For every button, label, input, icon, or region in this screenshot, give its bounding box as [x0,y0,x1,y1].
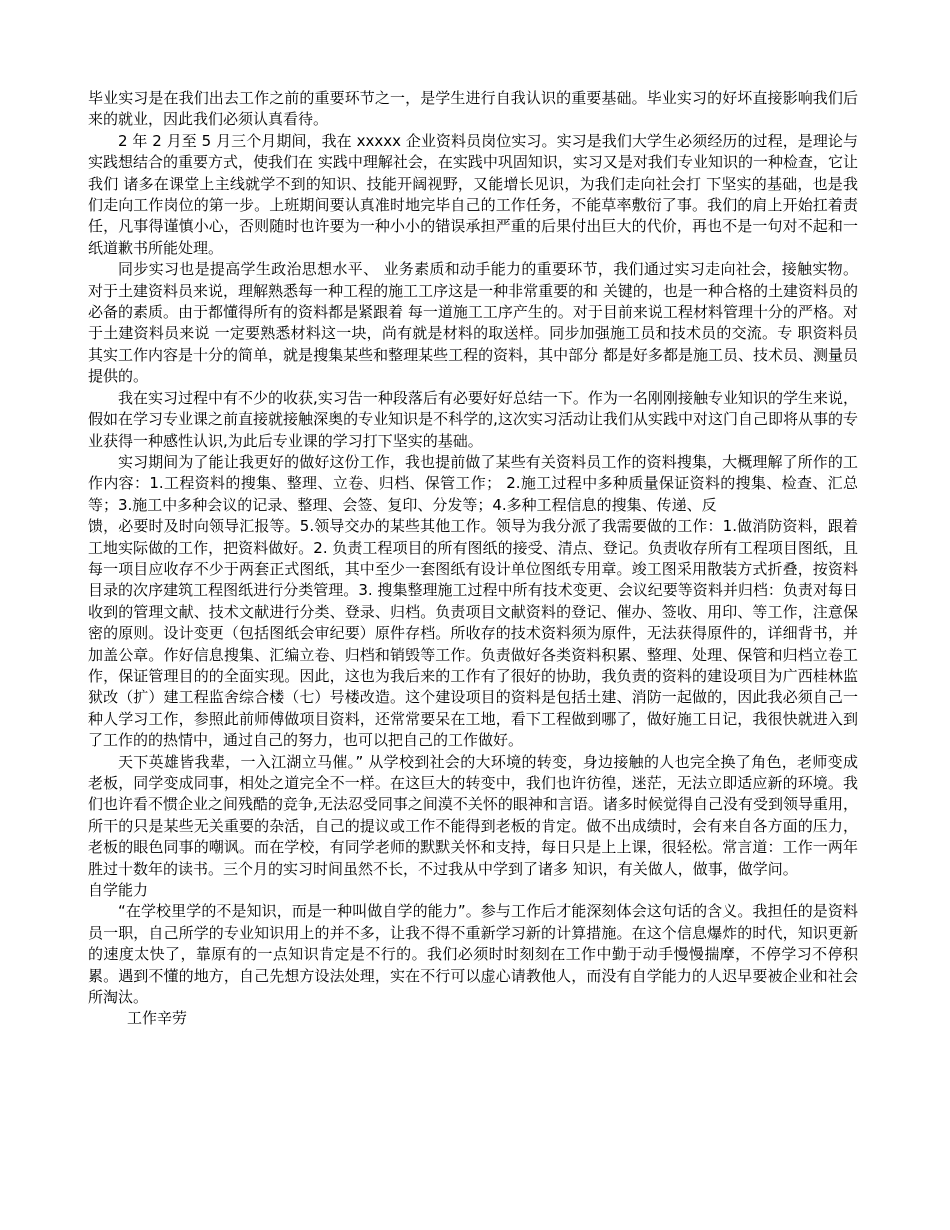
paragraph-work-content: 实习期间为了能让我更好的做好这份工作，我也提前做了某些有关资料员工作的资料搜集，大概理解了所作的工作内容：1.工程资料的搜集、整理、立卷、归档、保管工作； 2.施工过程中多种质量保证资料的搜集、检查、汇总等；3.施工中多种会议的记录、整理、会签、复印、分发等；4.多种工程信息的搜集、传递、反 [88,452,858,514]
paragraph-intro: 毕业实习是在我们出去工作之前的重要环节之一，是学生进行自我认识的重要基础。毕业实习的好坏直接影响我们后来的就业，因此我们必须认真看待。 [88,89,858,129]
document-page [88,88,858,1030]
paragraph-society-transition: 天下英雄皆我辈，一入江湖立马催。” 从学校到社会的大环境的转变，身边接触的人也完全换了角色，老师变成老板，同学变成同事，相处之道完全不一样。在这巨大的转变中，我们也许彷徨，迷茫，无法立即适应新的环境。我们也许看不惯企业之间残酷的竞争,无法忍受同事之间漠不关怀的眼神和言语。诸多时候觉得自己没有受到领导重用，所干的只是某些无关重要的杂活，自己的提议或工作不能得到老板的肯定。做不出成绩时，会有来自各方面的压力，老板的眼色同事的嘲讽。而在学校，有同学老师的默默关怀和支持，每日只是上上课，很轻松。常言道：工作一两年胜过十数年的读书。三个月的实习时间虽然不长，不过我从中学到了诸多 知识，有关做人，做事，做学问。 [88,752,858,878]
heading-hard-work: 工作辛劳 [127,1009,188,1028]
paragraph-gains: 我在实习过程中有不少的收获,实习告一种段落后有必要好好总结一下。作为一名刚刚接触专业知识的学生来说，假如在学习专业课之前直接就接触深奥的专业知识是不科学的,这次实习活动让我们从实践中对这门自己即将从事的专业获得一种感性认识,为此后专业课的学习打下坚实的基础。 [88,388,858,450]
paragraph-self-learning: “在学校里学的不是知识，而是一种叫做自学的能力”。参与工作后才能深刻体会这句话的含义。我担任的是资料员一职，自己所学的专业知识用上的并不多，让我不得不重新学习新的计算措施。在这个信息爆炸的时代，知识更新的速度太快了，靠原有的一点知识肯定是不行的。我们必须时时刻刻在工作中勤于动手慢慢揣摩，不停学习不停积累。遇到不懂的地方，自己先想方设法处理，实在不行可以虚心请教他人，而没有自学能力的人迟早要被企业和社会所淘汰。 [88,902,858,1007]
heading-self-learning: 自学能力 [88,881,149,900]
paragraph-internship-period: 2 年 2 月至 5 月三个月期间，我在 xxxxx 企业资料员岗位实习。实习是我们大学生必须经历的过程，是理论与实践想结合的重要方式，使我们在 实践中理解社会，在实践中巩固知识，实习又是对我们专业知识的一种检查，它让我们 诸多在课堂上主线就学不到的知识、技能开阔视野，又能增长见识，为我们走向社会打 下坚实的基础，也是我们走向工作岗位的第一步。上班期间要认真准时地完毕自己的工作任务，不能草率敷衍了事。我们的肩上开始扛着责任，凡事得谨慎小心，否则随时也许要为一种小小的错误承担严重的后果付出巨大的代价，再也不是一句对不起和一纸道歉书所能处理。 [88,131,858,257]
paragraph-work-details: 馈，必要时及时向领导汇报等。5.领导交办的某些其他工作。领导为我分派了我需要做的工作：1.做消防资料，跟着工地实际做的工作，把资料做好。2. 负责工程项目的所有图纸的接受、清点、登记。负责收存所有工程项目图纸，且每一项目应收存不少于两套正式图纸，其中至少一套图纸有设计单位图纸专用章。竣工图采用散装方式折叠，按资料目录的次序建筑工程图纸进行分类管理。3. 搜集整理施工过程中所有技术变更、会议纪要等资料并归档：负责对每日收到的管理文献、技术文献进行分类、登录、归档。负责项目文献资料的登记、催办、签收、用印、等工作，注意保密的原则。设计变更（包括图纸会审纪要）原件存档。所收存的技术资料须为原件，无法获得原件的，详细背书，并加盖公章。作好信息搜集、汇编立卷、归档和销毁等工作。负责做好各类资料积累、整理、处理、保管和归档立卷工作，保证管理目的的全面实现。因此，这也为我后来的工作有了很好的协助，我负责的资料的建设项目为广西桂林监狱改（扩）建工程监舍综合楼（七）号楼改造。这个建设项目的资料是包括土建、消防一起做的，因此我必须自己一种人学习工作，参照此前师傅做项目资料，还常常要呆在工地，看下工程做到哪了，做好施工日记，我很快就进入到了工作的的热情中，通过自己的努力，也可以把自己的工作做好。 [88,517,858,750]
paragraph-sync-practice: 同步实习也是提高学生政治思想水平、 业务素质和动手能力的重要环节，我们通过实习走向社会，接触实物。 对于土建资料员来说，理解熟悉每一种工程的施工工序这是一种非常重要的和 关键的，也是一种合格的土建资料员的必备的素质。由于都懂得所有的资料都是紧跟着 每一道施工工序产生的。对于目前来说工程材料管理十分的严格。对于土建资料员来说 一定要熟悉材料这一块，尚有就是材料的取送样。同步加强施工员和技术员的交流。专 职资料员其实工作内容是十分的简单，就是搜集某些和整理某些工程的资料，其中部分 都是好多都是施工员、技术员、测量员提供的。 [88,260,858,386]
